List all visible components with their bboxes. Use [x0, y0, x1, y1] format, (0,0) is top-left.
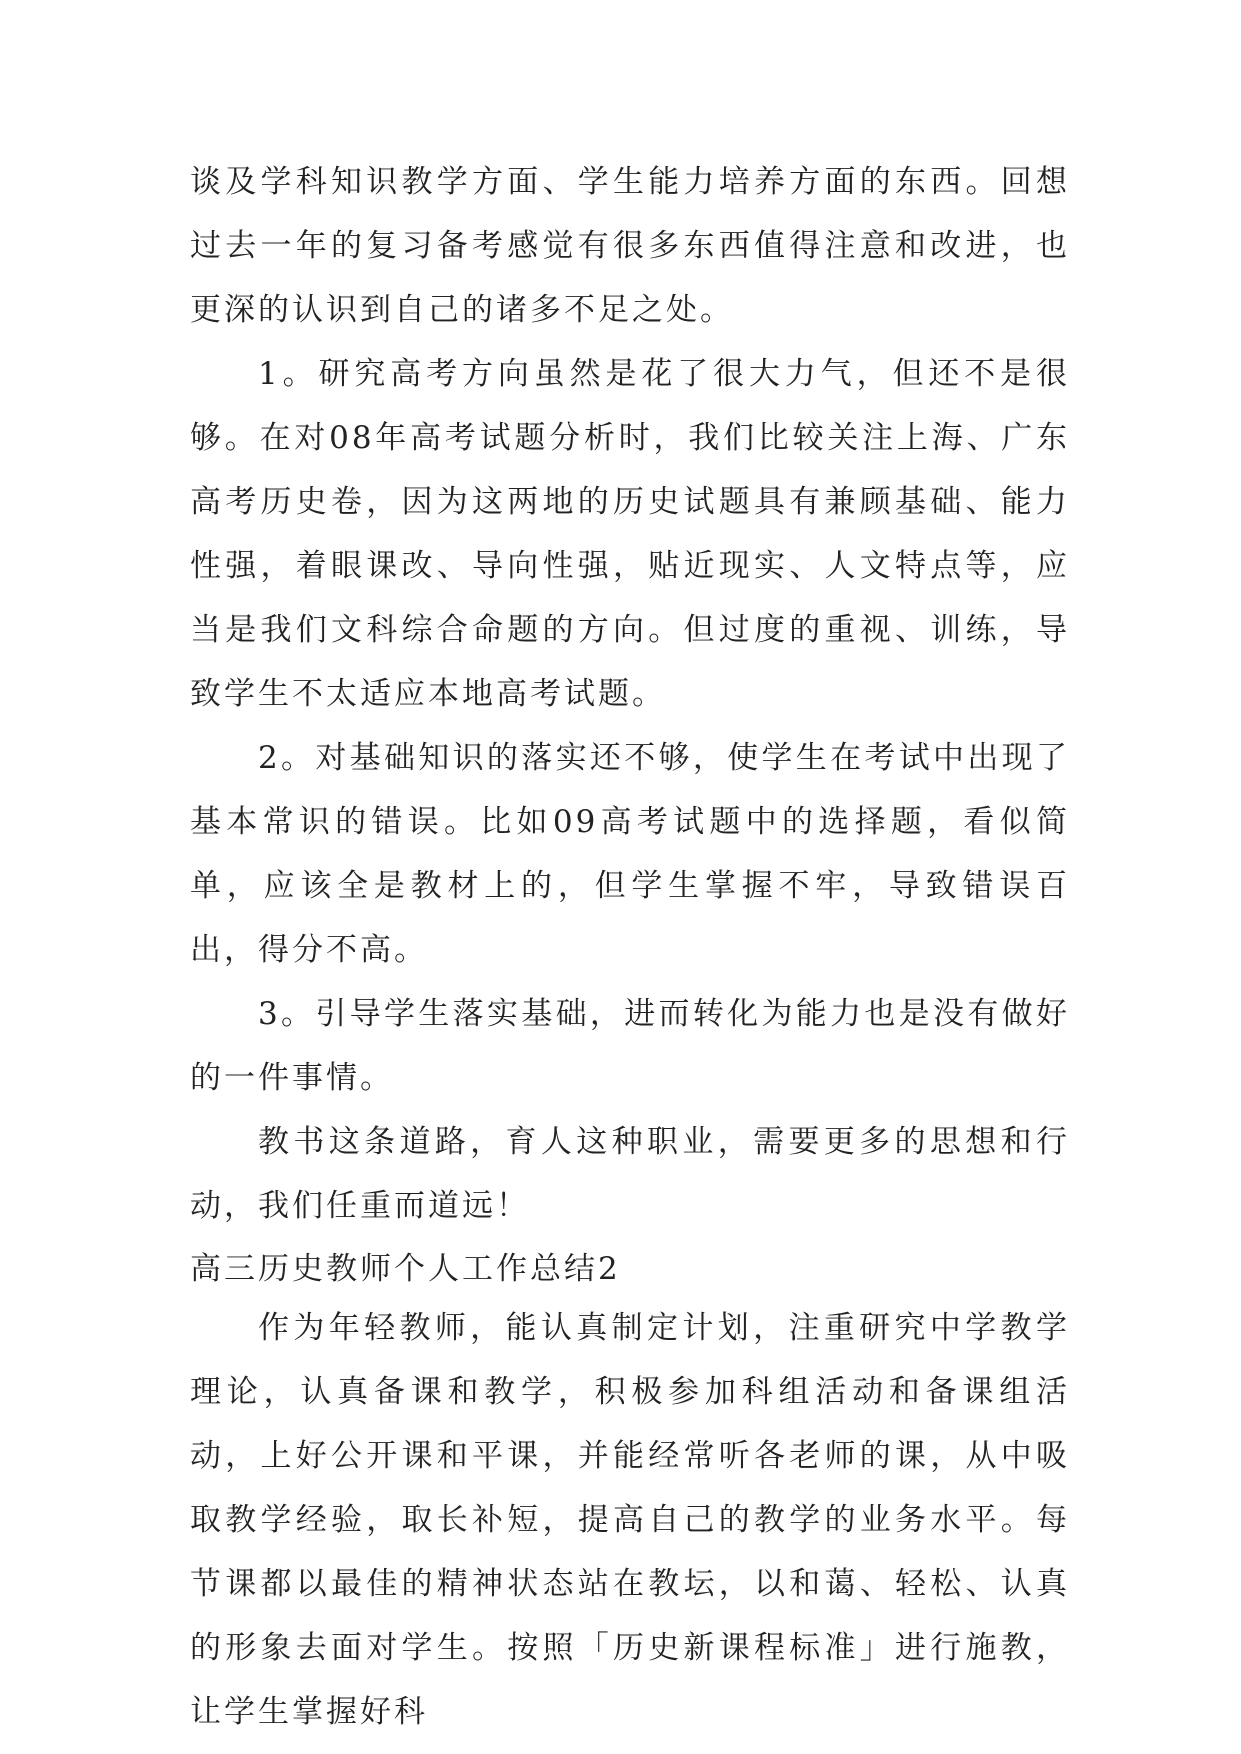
section-paragraph: 作为年轻教师，能认真制定计划，注重研究中学教学理论，认真备课和教学，积极参加科组活动和备课组活动，上好公开课和平课，并能经常听各老师的课，从中吸取教学经验，取长补短，提高自己的教学的业务水平。每节课都以最佳的精神状态站在教坛，以和蔼、轻松、认真的形象去面对学生。按照「历史新课程标准」进行施教，让学生掌握好科	[190, 1310, 1070, 1730]
document-body	[190, 150, 1070, 1744]
paragraph-item-3: 3。引导学生落实基础，进而转化为能力也是没有做好的一件事情。	[190, 996, 1070, 1096]
paragraph-item-1: 1。研究高考方向虽然是花了很大力气，但还不是很够。在对08年高考试题分析时，我们比较关注上海、广东高考历史卷，因为这两地的历史试题具有兼顾基础、能力性强，着眼课改、导向性强，贴近现实、人文特点等，应当是我们文科综合命题的方向。但过度的重视、训练，导致学生不太适应本地高考试题。	[190, 356, 1070, 712]
paragraph-continued: 谈及学科知识教学方面、学生能力培养方面的东西。回想过去一年的复习备考感觉有很多东西值得注意和改进，也更深的认识到自己的诸多不足之处。	[190, 164, 1070, 328]
paragraph-closing: 教书这条道路，育人这种职业，需要更多的思想和行动，我们任重而道远！	[190, 1124, 1070, 1224]
section-title: 高三历史教师个人工作总结2	[190, 1251, 621, 1287]
paragraph-item-2: 2。对基础知识的落实还不够，使学生在考试中出现了基本常识的错误。比如09高考试题中的选择题，看似简单，应该全是教材上的，但学生掌握不牢，导致错误百出，得分不高。	[190, 740, 1070, 968]
